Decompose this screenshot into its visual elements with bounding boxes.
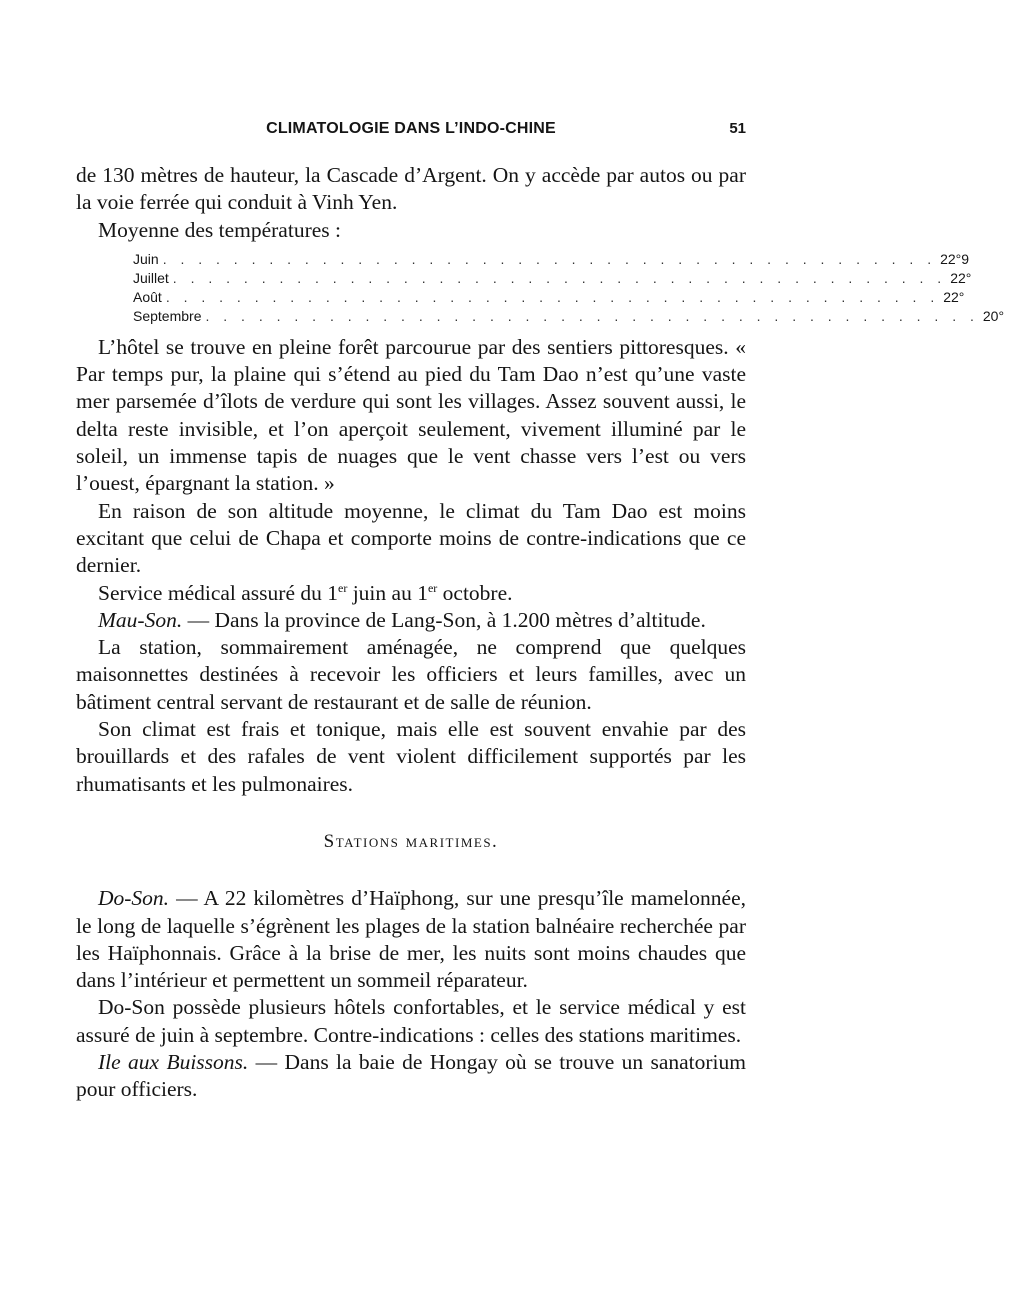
paragraph: Moyenne des températures :	[98, 217, 341, 242]
month-label: Juillet	[133, 269, 169, 286]
body-text	[76, 162, 1005, 1104]
dot-leader: . . . . . . . . . . . . . . . . . . . . . . . . . . . . . . . . . . . . . . . . . . . .	[165, 288, 940, 305]
paragraph	[76, 607, 746, 634]
paragraph: L’hôtel se trouve en pleine forêt parcourue par des sentiers pittoresques. « Par temps pur, la plaine qui s’étend au pied du Tam Dao n’est qu’une vaste mer parsemée d’îlots de verdure qui sont les villages. Assez souvent aussi, le delta reste invisible, et l’on aperçoit seulement, vivement illuminé par le soleil, un immense tapis de nuages que le vent chasse vers l’est ou vers l’ouest, épargnant la station. »	[76, 334, 746, 496]
paragraph	[76, 580, 746, 607]
text-run: — A 22 kilomètres d’Haïphong, sur une presqu’île mamelonnée, le long de laquelle s’égrènent les plages de la station balnéaire recherchée par les Haïphonnais. Grâce à la brise de mer, les nuits sont moins chaudes que dans l’intérieur et permettent un sommeil réparateur.	[76, 886, 746, 993]
text-run: juin au 1	[347, 580, 428, 605]
temperature-row	[133, 307, 1005, 326]
month-label: Août	[133, 288, 162, 305]
dot-leader: . . . . . . . . . . . . . . . . . . . . . . . . . . . . . . . . . . . . . . . . . . . .	[205, 307, 979, 324]
section-heading: Stations maritimes.	[323, 830, 499, 852]
paragraph: La station, sommairement aménagée, ne comprend que quelques maisonnettes destinées à recevoir les officiers et leurs familles, avec un bâtiment central servant de restaurant et de salle de réunion.	[76, 635, 746, 714]
running-title: CLIMATOLOGIE DANS L’INDO-CHINE	[266, 120, 556, 137]
text-run: octobre.	[437, 580, 513, 605]
page-header	[76, 118, 746, 142]
month-label: Juin	[133, 250, 159, 267]
place-name: Mau-Son.	[98, 607, 183, 632]
temperature-table	[133, 250, 1005, 326]
place-name: Do-Son.	[98, 886, 170, 911]
temperature-row	[133, 250, 970, 269]
dot-leader: . . . . . . . . . . . . . . . . . . . . . . . . . . . . . . . . . . . . . . . . . . . .	[162, 250, 937, 267]
place-name: Ile aux Buissons.	[98, 1050, 249, 1075]
temperature-row	[133, 269, 972, 288]
temperature-row	[133, 288, 965, 307]
month-label: Septembre	[133, 307, 202, 324]
paragraph	[76, 1049, 746, 1104]
paragraph: de 130 mètres de hauteur, la Cascade d’Argent. On y accède par autos ou par la voie ferrée qui conduit à Vinh Yen.	[76, 163, 746, 215]
temperature-value: 22°	[943, 288, 965, 305]
dot-leader: . . . . . . . . . . . . . . . . . . . . . . . . . . . . . . . . . . . . . . . . . . . .	[172, 269, 947, 286]
page-number: 51	[729, 120, 746, 137]
text-run: — Dans la province de Lang-Son, à 1.200 mètres d’altitude.	[182, 607, 706, 632]
temperature-value: 22°	[950, 269, 972, 286]
text-run: — Dans la baie de Hongay où se trouve un sanatorium pour officiers.	[76, 1050, 746, 1102]
superscript: er	[427, 580, 438, 595]
paragraph: Son climat est frais et tonique, mais elle est souvent envahie par des brouillards et des rafales de vent violent difficilement supportés par les rhumatisants et les pulmonaires.	[76, 717, 746, 796]
paragraph: En raison de son altitude moyenne, le climat du Tam Dao est moins excitant que celui de Chapa et comporte moins de contre-indications que ce dernier.	[76, 498, 746, 578]
text-run: Service médical assuré du 1	[98, 580, 338, 605]
paragraph: Do-Son possède plusieurs hôtels confortables, et le service médical y est assuré de juin à septembre. Contre-indications : celles des stations maritimes.	[76, 995, 746, 1047]
superscript: er	[338, 580, 348, 595]
paragraph	[76, 885, 746, 994]
temperature-value: 22°9	[940, 250, 970, 267]
temperature-value: 20°	[982, 307, 1005, 324]
